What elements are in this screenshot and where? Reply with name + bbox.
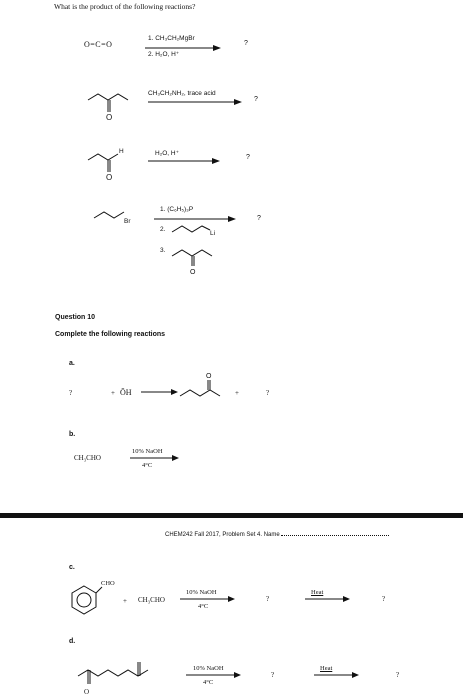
svg-text:O: O bbox=[206, 373, 212, 380]
part-b-condition-top: 10% NaOH bbox=[132, 448, 163, 455]
part-c-cho: CHO bbox=[101, 580, 115, 587]
part-c-condition-top: 10% NaOH bbox=[186, 589, 217, 596]
rxn3-reagent: H₂O, H⁺ bbox=[155, 150, 180, 157]
rxn3-arrow bbox=[148, 158, 228, 164]
part-d-arrow bbox=[186, 672, 246, 678]
part-c-intermediate: ? bbox=[266, 595, 270, 603]
part-a-product: ? bbox=[266, 389, 270, 397]
rxn2-reagent: CH₃CH₂NH₂, trace acid bbox=[148, 90, 216, 97]
benzaldehyde-structure bbox=[68, 582, 108, 618]
part-d-product: ? bbox=[396, 671, 400, 679]
page-question: What is the product of the following reactions? bbox=[54, 2, 196, 11]
part-b-arrow bbox=[130, 455, 184, 461]
rxn4-reagent-3-num: 3. bbox=[160, 247, 166, 254]
butyllithium-structure bbox=[170, 222, 214, 238]
aldehyde-structure-3 bbox=[86, 146, 134, 182]
part-c-label: c. bbox=[69, 564, 75, 571]
svg-text:O: O bbox=[106, 173, 113, 182]
ketone-structure-4 bbox=[170, 244, 224, 278]
part-b-condition-bottom: 4°C bbox=[142, 462, 153, 469]
question10-instruction: Complete the following reactions bbox=[55, 331, 166, 338]
name-blank[interactable] bbox=[281, 529, 389, 536]
rxn4-br-label: Br bbox=[124, 218, 131, 225]
part-d-heat: Heat bbox=[320, 665, 333, 672]
rxn1-reagent-2: 2. H₂O, H⁺ bbox=[148, 51, 180, 58]
rxn4-li-label: Li bbox=[210, 230, 216, 237]
part-d-heat-arrow bbox=[314, 672, 364, 678]
part-c-product: ? bbox=[382, 595, 386, 603]
part-c-plus: + bbox=[123, 597, 127, 605]
part-b-reactant: CH₃CHO bbox=[74, 454, 101, 462]
rxn3-product: ? bbox=[246, 154, 250, 161]
rxn1-arrow bbox=[145, 45, 225, 51]
part-a-plus-2: + bbox=[235, 389, 239, 397]
rxn4-reagent-1: 1. (C₆H₅)₃P bbox=[160, 206, 194, 213]
part-d-label: d. bbox=[69, 638, 76, 645]
part-c-heat: Heat bbox=[311, 589, 324, 596]
svg-text:O: O bbox=[106, 113, 113, 122]
rxn3-h-label: H bbox=[119, 148, 124, 155]
page-divider bbox=[0, 513, 463, 518]
part-d-condition-top: 10% NaOH bbox=[193, 665, 224, 672]
ketone-structure-2 bbox=[86, 86, 134, 122]
part-d-condition-bottom: 4°C bbox=[203, 679, 214, 686]
part-a-reactant: ? bbox=[69, 389, 73, 397]
part-d-o-label: O bbox=[84, 688, 90, 696]
question10-title: Question 10 bbox=[55, 314, 96, 321]
part-a-product-structure bbox=[178, 370, 230, 404]
part-a-hydroxide: ŌH bbox=[120, 388, 132, 397]
part-a-label: a. bbox=[69, 360, 75, 367]
part-c-condition-bottom: 4°C bbox=[198, 603, 209, 610]
part-c-reagent: CH₃CHO bbox=[138, 596, 165, 604]
co2-structure: O=C=O bbox=[84, 40, 113, 49]
rxn4-product: ? bbox=[257, 215, 261, 222]
rxn1-product: ? bbox=[244, 40, 248, 47]
part-c-heat-arrow bbox=[305, 596, 355, 602]
rxn2-product: ? bbox=[254, 96, 258, 103]
rxn1-reagent-1: 1. CH₃CH₂MgBr bbox=[148, 35, 195, 42]
part-c-arrow bbox=[180, 596, 240, 602]
rxn4-reagent-2-num: 2. bbox=[160, 226, 166, 233]
part-a-arrow bbox=[141, 389, 181, 395]
part-a-plus: + bbox=[111, 389, 115, 397]
part-d-intermediate: ? bbox=[271, 671, 275, 679]
footer-header bbox=[165, 529, 389, 538]
svg-text:O: O bbox=[190, 269, 196, 276]
footer-header-text: CHEM242 Fall 2017, Problem Set 4. Name bbox=[165, 532, 280, 538]
rxn2-arrow bbox=[148, 99, 248, 105]
part-b-label: b. bbox=[69, 431, 76, 438]
